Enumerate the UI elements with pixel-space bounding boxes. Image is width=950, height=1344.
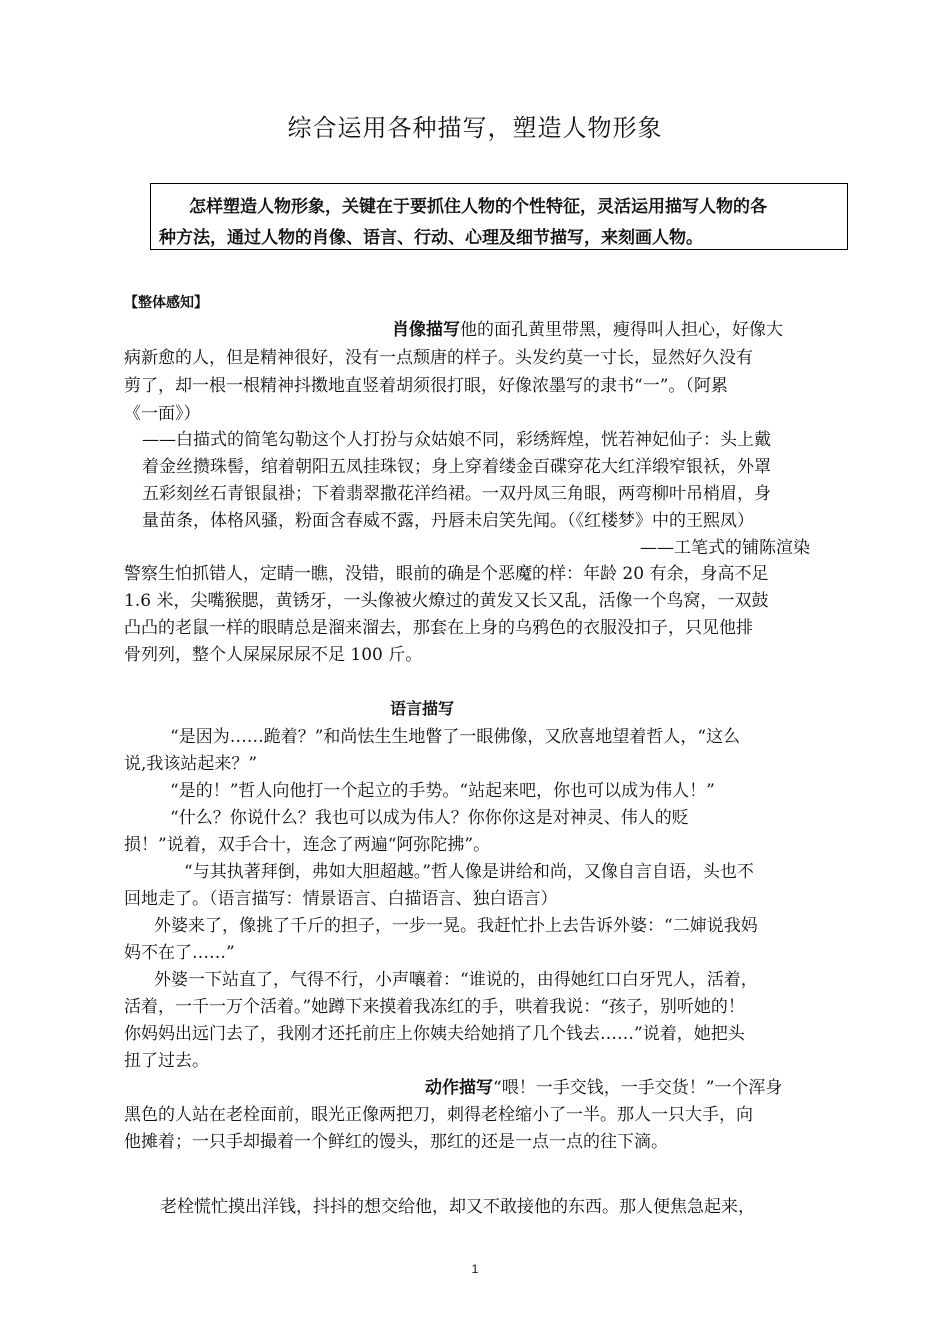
paragraph-line: 《一面》） bbox=[124, 404, 201, 424]
paragraph-line: 外婆来了，像挑了千斤的担子，一步一晃。我赶忙扑上去告诉外婆：“二婶说我妈 bbox=[154, 916, 758, 936]
paragraph-line: 动作描写“喂！一手交钱，一手交货！”一个浑身 bbox=[425, 1078, 783, 1098]
paragraph-line: ——白描式的简笔勾勒这个人打扮与众姑娘不同，彩绣辉煌，恍若神妃仙子：头上戴 bbox=[142, 430, 771, 450]
paragraph-line: 剪了，却一根一根精神抖擞地直竖着胡须很打眼，好像浓墨写的隶书“一”。（阿累 bbox=[124, 376, 728, 396]
paragraph-line: 着金丝攒珠髻，绾着朝阳五凤挂珠钗；身上穿着缕金百碟穿花大红洋缎窄银袄，外罩 bbox=[142, 457, 771, 477]
paragraph-line: 肖像描写他的面孔黄里带黑，瘦得叫人担心，好像大 bbox=[392, 320, 783, 340]
intro-line: 种方法，通过人物的肖像、语言、行动、心理及细节描写，来刻画人物。 bbox=[159, 228, 703, 248]
paragraph-line: 黑色的人站在老栓面前，眼光正像两把刀，刺得老栓缩小了一半。那人一只大手，向 bbox=[124, 1105, 753, 1125]
section-overall-heading: 【整体感知】 bbox=[124, 295, 208, 311]
paragraph-line: 量苗条，体格风骚，粉面含春威不露，丹唇未启笑先闻。（《红楼梦》中的王熙凤） bbox=[142, 511, 754, 531]
paragraph-line: 外婆一下站直了，气得不行，小声嚷着：“谁说的，由得她红口白牙咒人，活着， bbox=[154, 970, 758, 990]
paragraph-line: 警察生怕抓错人，定睛一瞧，没错，眼前的确是个恶魔的样：年龄 20 有余，身高不足 bbox=[124, 564, 769, 584]
paragraph-line: 病新愈的人，但是精神很好，没有一点颓唐的样子。头发约莫一寸长，显然好久没有 bbox=[124, 348, 753, 368]
page-number: 1 bbox=[471, 1262, 479, 1276]
paragraph-line: 凸凸的老鼠一样的眼睛总是溜来溜去，那套在上身的乌鸦色的衣服没扣子，只见他排 bbox=[124, 618, 753, 638]
paragraph-line: 老栓慌忙摸出洋钱，抖抖的想交给他，却又不敢接他的东西。那人便焦急起来， bbox=[160, 1197, 755, 1217]
paragraph-line: 回地走了。（语言描写：情景语言、白描语言、独白语言） bbox=[124, 889, 558, 909]
paragraph-line: 骨列列，整个人屎屎尿尿不足 100 斤。 bbox=[124, 645, 423, 665]
paragraph-line: ——工笔式的铺陈渲染 bbox=[640, 538, 810, 558]
paragraph-line: 妈不在了……” bbox=[124, 943, 235, 963]
paragraph-line: 损！”说着，双手合十，连念了两遍“阿弥陀拂”。 bbox=[124, 835, 491, 855]
paragraph-line: “是的！”哲人向他打一个起立的手势。“站起来吧，你也可以成为伟人！” bbox=[170, 781, 715, 801]
paragraph-line: 1.6 米，尖嘴猴腮，黄锈牙，一头像被火燎过的黄发又长又乱，活像一个鸟窝，一双鼓 bbox=[124, 591, 769, 611]
paragraph-line: 说,我该站起来？” bbox=[124, 754, 258, 774]
paragraph-line: “与其执著拜倒，弗如大胆超越。”哲人像是讲给和尚，又像自言自语，头也不 bbox=[184, 862, 754, 882]
paragraph-line: 活着，一千一万个活着。”她蹲下来摸着我冻红的手，哄着我说：“孩子，别听她的！ bbox=[124, 997, 745, 1017]
paragraph-line: “是因为……跪着？”和尚怯生生地瞥了一眼佛像，又欣喜地望着哲人，“这么 bbox=[170, 727, 741, 747]
action-heading: 动作描写 bbox=[425, 1078, 493, 1098]
intro-line: 怎样塑造人物形象，关键在于要抓住人物的个性特征，灵活运用描写人物的各 bbox=[189, 197, 767, 217]
paragraph-line: 五彩刻丝石青银鼠褂；下着翡翠撒花洋绉裙。一双丹凤三角眼，两弯柳叶吊梢眉，身 bbox=[142, 484, 771, 504]
paragraph-line: 他摊着；一只手却撮着一个鲜红的馒头，那红的还是一点一点的往下滴。 bbox=[124, 1132, 668, 1152]
paragraph-line: “什么？你说什么？我也可以成为伟人？你你你这是对神灵、伟人的贬 bbox=[170, 808, 689, 828]
language-heading: 语言描写 bbox=[390, 699, 455, 718]
paragraph-line: 你妈妈出远门去了，我刚才还托前庄上你姨夫给她捎了几个钱去……”说着，她把头 bbox=[124, 1024, 745, 1044]
document-title: 综合运用各种描写，塑造人物形象 bbox=[287, 114, 663, 142]
intro-box bbox=[150, 183, 848, 250]
paragraph-line: 扭了过去。 bbox=[124, 1051, 209, 1071]
portrait-heading: 肖像描写 bbox=[392, 320, 460, 340]
